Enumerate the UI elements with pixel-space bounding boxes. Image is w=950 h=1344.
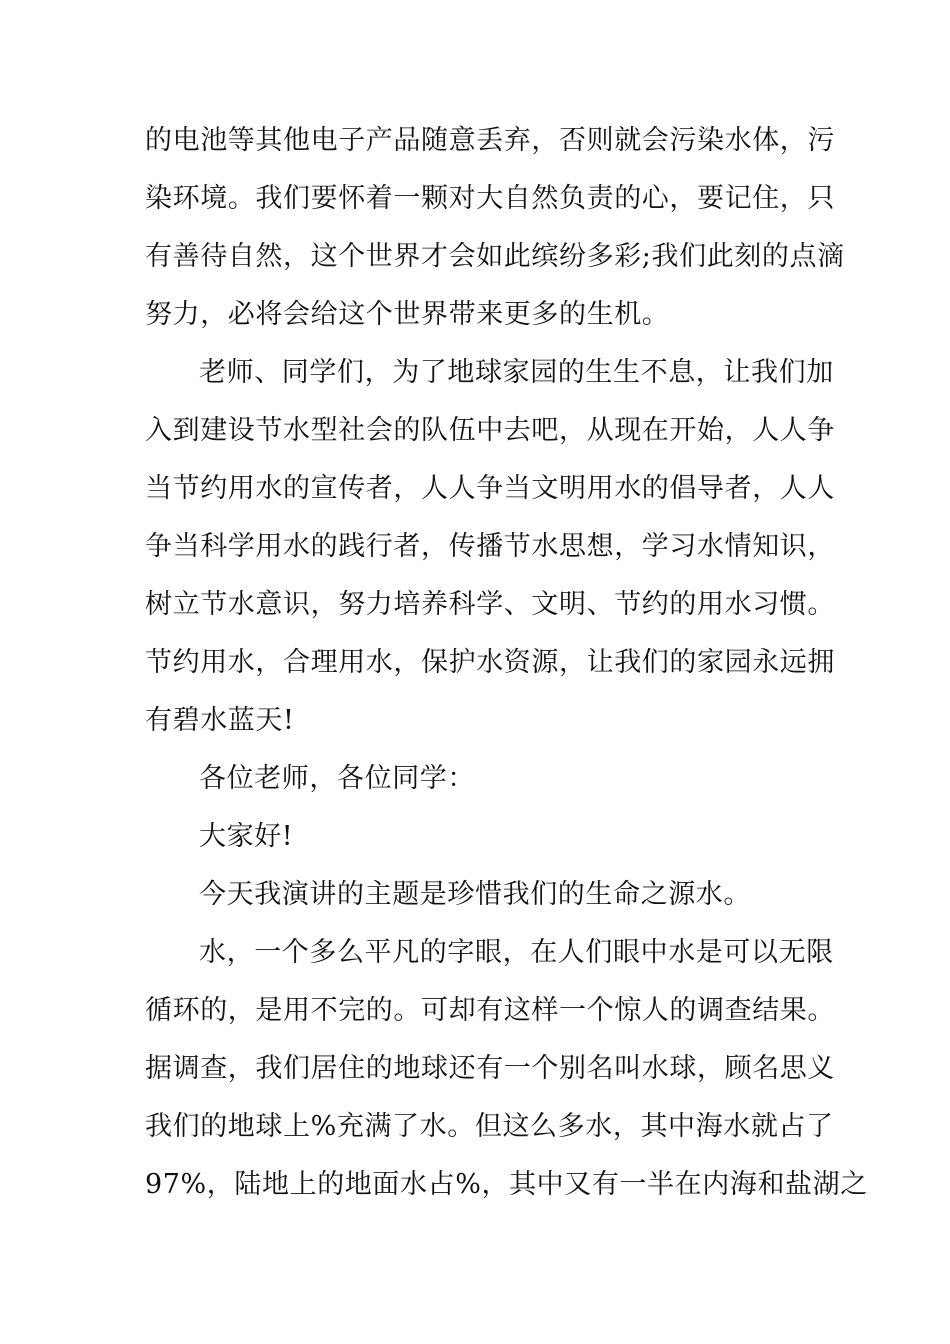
text-line: 树立节水意识，努力培养科学、文明、节约的用水习惯。 xyxy=(145,589,835,620)
text-line: 97%，陆地上的地面水占%，其中又有一半在内海和盐湖之 xyxy=(145,1169,868,1200)
paragraph xyxy=(145,808,810,866)
text-line: 争当科学用水的践行者，传播节水思想，学习水情知识， xyxy=(145,531,835,562)
text-line: 努力，必将会给这个世界带来更多的生机。 xyxy=(145,299,670,330)
paragraph xyxy=(145,344,835,750)
text-line: 各位老师，各位同学： xyxy=(199,763,475,794)
text-line: 老师、同学们，为了地球家园的生生不息，让我们加 xyxy=(199,357,834,388)
paragraph xyxy=(145,112,845,344)
text-line: 今天我演讲的主题是珍惜我们的生命之源水。 xyxy=(199,879,751,910)
text-line: 入到建设节水型社会的队伍中去吧，从现在开始，人人争 xyxy=(145,415,835,446)
text-line: 有碧水蓝天! xyxy=(145,705,295,736)
text-line: 水，一个多么平凡的字眼，在人们眼中水是可以无限 xyxy=(199,937,834,968)
paragraph xyxy=(145,750,810,808)
text-line: 节约用水，合理用水，保护水资源，让我们的家园永远拥 xyxy=(145,647,835,678)
text-line: 染环境。我们要怀着一颗对大自然负责的心，要记住，只 xyxy=(145,183,835,214)
text-line: 当节约用水的宣传者，人人争当文明用水的倡导者，人人 xyxy=(145,473,835,504)
text-line: 的电池等其他电子产品随意丢弃，否则就会污染水体，污 xyxy=(145,125,835,156)
text-line: 循环的，是用不完的。可却有这样一个惊人的调查结果。 xyxy=(145,995,835,1026)
text-line: 大家好! xyxy=(199,821,294,852)
text-line: 我们的地球上%充满了水。但这么多水，其中海水就占了 xyxy=(145,1111,834,1142)
document-body xyxy=(145,112,868,1214)
paragraph xyxy=(145,866,810,924)
text-line: 有善待自然，这个世界才会如此缤纷多彩;我们此刻的点滴 xyxy=(145,241,845,272)
text-line: 据调查，我们居住的地球还有一个别名叫水球，顾名思义 xyxy=(145,1053,835,1084)
paragraph xyxy=(145,924,868,1214)
